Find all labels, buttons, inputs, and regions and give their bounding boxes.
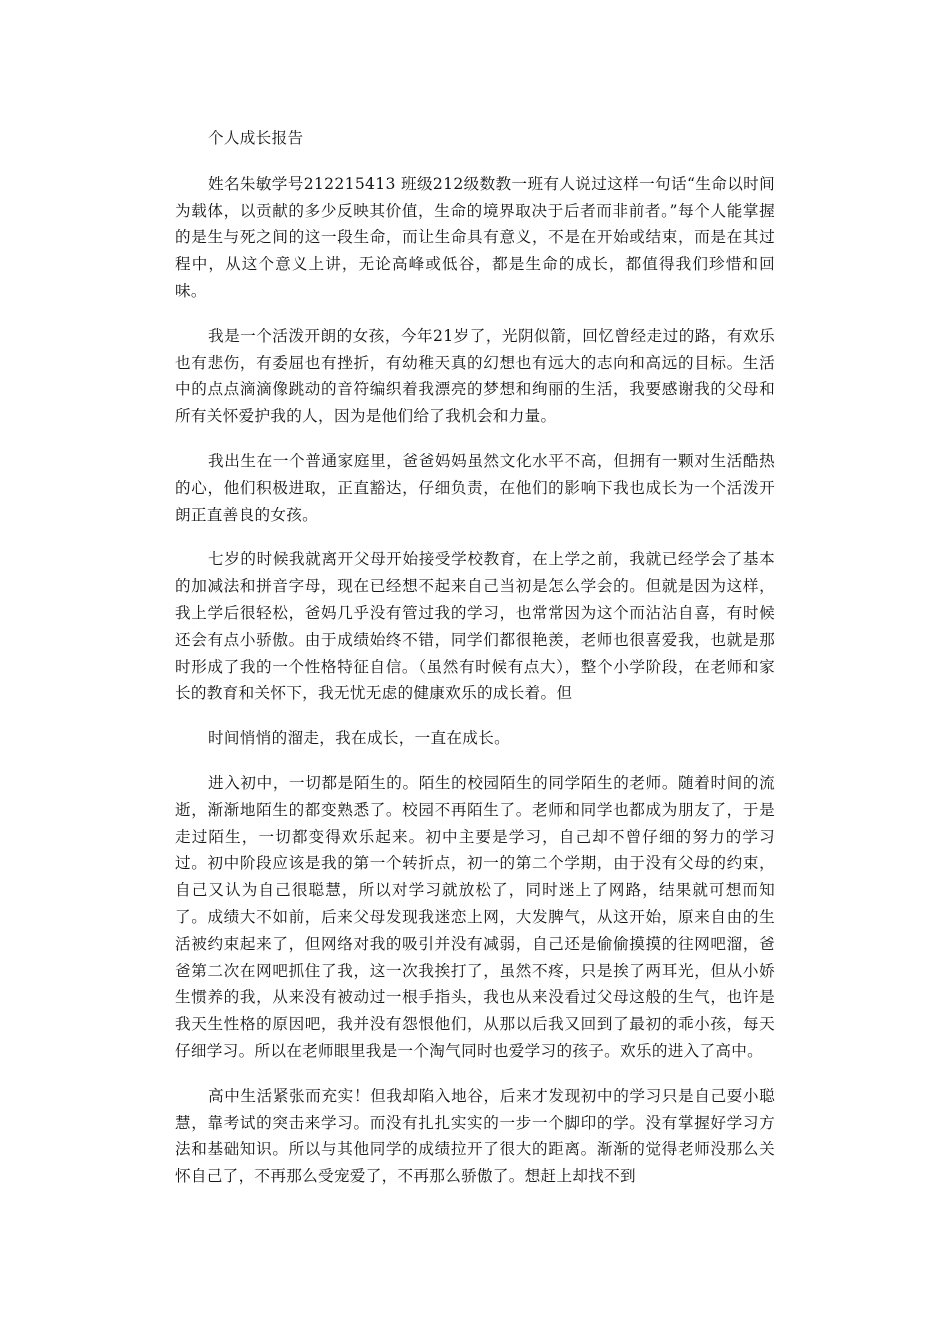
paragraph-high-school: 高中生活紧张而充实！但我却陷入地谷，后来才发现初中的学习只是自己耍小聪慧，靠考试的突击来学习。而没有扎扎实实的一步一个脚印的学。没有掌握好学习方法和基础知识。所以与其他同学的成绩拉开了很大的距离。渐渐的觉得老师没那么关怀自己了，不再那么受宠爱了，不再那么骄傲了。想赶上却找不到 <box>175 1086 775 1186</box>
paragraph-time-passing: 时间悄悄的溜走，我在成长，一直在成长。 <box>208 729 510 748</box>
paragraph-intro: 姓名朱敏学号212215413 班级212级数教一班有人说过这样一句话“生命以时间为载体，以贡献的多少反映其价值，生命的境界取决于后者而非前者。”每个人能掌握的是生与死之间的这一段生命，而让生命具有意义，不是在开始或结束，而是在其过程中，从这个意义上讲，无论高峰或低谷，都是生命的成长，都值得我们珍惜和回味。 <box>175 174 775 300</box>
document-title: 个人成长报告 <box>208 129 304 147</box>
paragraph-family: 我出生在一个普通家庭里，爸爸妈妈虽然文化水平不高，但拥有一颗对生活酷热的心，他们积极进取，正直豁达，仔细负责，在他们的影响下我也成长为一个活泼开朗正直善良的女孩。 <box>175 451 775 524</box>
paragraph-middle-school: 进入初中，一切都是陌生的。陌生的校园陌生的同学陌生的老师。随着时间的流逝，渐渐地陌生的都变熟悉了。校园不再陌生了。老师和同学也都成为朋友了，于是走过陌生，一切都变得欢乐起来。初中主要是学习，自己却不曾仔细的努力的学习过。初中阶段应该是我的第一个转折点，初一的第二个学期，由于没有父母的约束，自己又认为自己很聪慧，所以对学习就放松了，同时迷上了网路，结果就可想而知了。成绩大不如前，后来父母发现我迷恋上网，大发脾气，从这开始，原来自由的生活被约束起来了，但网络对我的吸引并没有减弱，自己还是偷偷摸摸的往网吧溜，爸爸第二次在网吧抓住了我，这一次我挨打了，虽然不疼，只是挨了两耳光，但从小娇生惯养的我，从来没有被动过一根手指头，我也从来没看过父母这般的生气，也许是我天生性格的原因吧，我并没有怨恨他们，从那以后我又回到了最初的乖小孩，每天仔细学习。所以在老师眼里我是一个淘气同时也爱学习的孩子。欢乐的进入了高中。 <box>175 773 775 1060</box>
document-body <box>175 125 775 1208</box>
paragraph-primary-school: 七岁的时候我就离开父母开始接受学校教育，在上学之前，我就已经学会了基本的加减法和拼音字母，现在已经想不起来自己当初是怎么学会的。但就是因为这样，我上学后很轻松，爸妈几乎没有管过我的学习，也常常因为这个而沾沾自喜，有时候还会有点小骄傲。由于成绩始终不错，同学们都很艳羡，老师也很喜爱我，也就是那时形成了我的一个性格特征自信。（虽然有时候有点大），整个小学阶段，在老师和家长的教育和关怀下，我无忧无虑的健康欢乐的成长着。但 <box>175 550 775 703</box>
paragraph-self-description: 我是一个活泼开朗的女孩，今年21岁了，光阴似箭，回忆曾经走过的路，有欢乐也有悲伤，有委屈也有挫折，有幼稚天真的幻想也有远大的志向和高远的目标。生活中的点点滴滴像跳动的音符编织着我漂亮的梦想和绚丽的生活，我要感谢我的父母和所有关怀爱护我的人，因为是他们给了我机会和力量。 <box>175 326 775 426</box>
